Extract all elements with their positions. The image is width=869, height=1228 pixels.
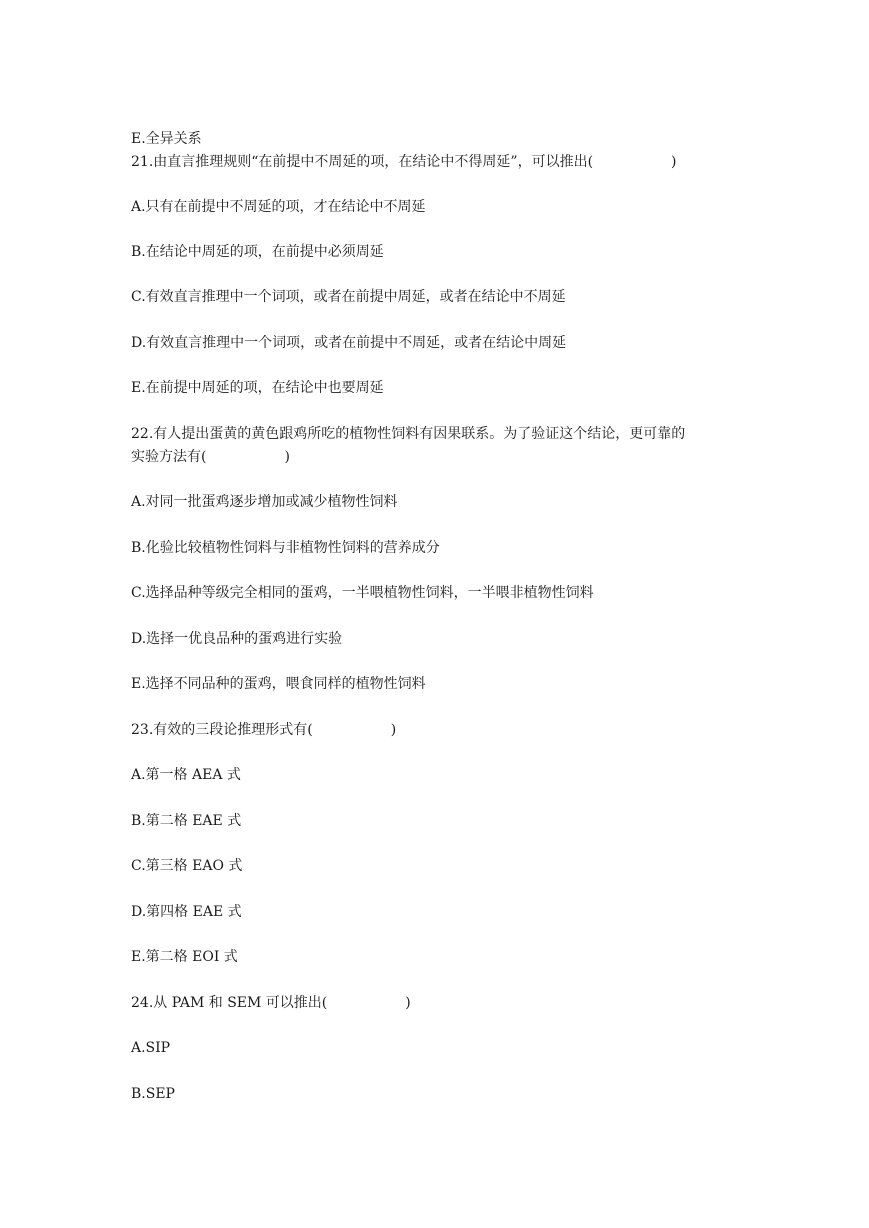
- question-24-option-a: A.SIP: [131, 1040, 171, 1056]
- question-21-stem: [131, 152, 677, 172]
- question-23-option-d: D.第四格 EAE 式: [131, 904, 242, 920]
- question-21-option-d: D.有效直言推理中一个词项，或者在前提中不周延，或者在结论中周延: [131, 335, 567, 351]
- question-23-close: ): [390, 722, 397, 738]
- question-22-option-a: A.对同一批蛋鸡逐步增加或减少植物性饲料: [131, 494, 398, 510]
- question-24-close: ): [405, 995, 411, 1011]
- question-21-option-e: E.在前提中周延的项，在结论中也要周延: [131, 380, 384, 396]
- question-21-text: 21.由直言推理规则“在前提中不周延的项，在结论中不得周延”，可以推出(: [131, 154, 594, 170]
- question-23-option-c: C.第三格 EAO 式: [131, 858, 243, 874]
- question-22-stem-line2: [131, 447, 290, 467]
- question-23-option-b: B.第二格 EAE 式: [131, 813, 242, 829]
- question-22-option-e: E.选择不同品种的蛋鸡，喂食同样的植物性饲料: [131, 676, 426, 692]
- question-22-option-c: C.选择品种等级完全相同的蛋鸡，一半喂植物性饲料，一半喂非植物性饲料: [131, 585, 594, 601]
- question-22-option-b: B.化验比较植物性饲料与非植物性饲料的营养成分: [131, 540, 440, 556]
- question-22-stem-line1: 22.有人提出蛋黄的黄色跟鸡所吃的植物性饲料有因果联系。为了验证这个结论，更可靠的: [131, 426, 686, 442]
- question-22-close: ): [284, 449, 290, 465]
- question-23-option-e: E.第二格 EOI 式: [131, 949, 238, 965]
- question-24-stem: [131, 993, 411, 1013]
- question-24-option-b: B.SEP: [131, 1086, 175, 1102]
- question-23-option-a: A.第一格 AEA 式: [131, 767, 241, 783]
- question-21-close: ): [671, 154, 677, 170]
- question-21-option-b: B.在结论中周延的项，在前提中必须周延: [131, 244, 384, 260]
- question-24-text: 24.从 PAM 和 SEM 可以推出(: [131, 995, 328, 1011]
- question-21-option-a: A.只有在前提中不周延的项，才在结论中不周延: [131, 199, 426, 215]
- question-21-option-c: C.有效直言推理中一个词项，或者在前提中周延，或者在结论中不周延: [131, 289, 566, 305]
- question-22-option-d: D.选择一优良品种的蛋鸡进行实验: [131, 631, 343, 647]
- question-23-stem: [131, 720, 396, 740]
- question-23-text: 23.有效的三段论推理形式有(: [131, 722, 313, 738]
- question-22-text: 实验方法有(: [131, 449, 207, 465]
- document-page: [131, 0, 771, 1228]
- prev-option-e: E.全异关系: [131, 131, 202, 147]
